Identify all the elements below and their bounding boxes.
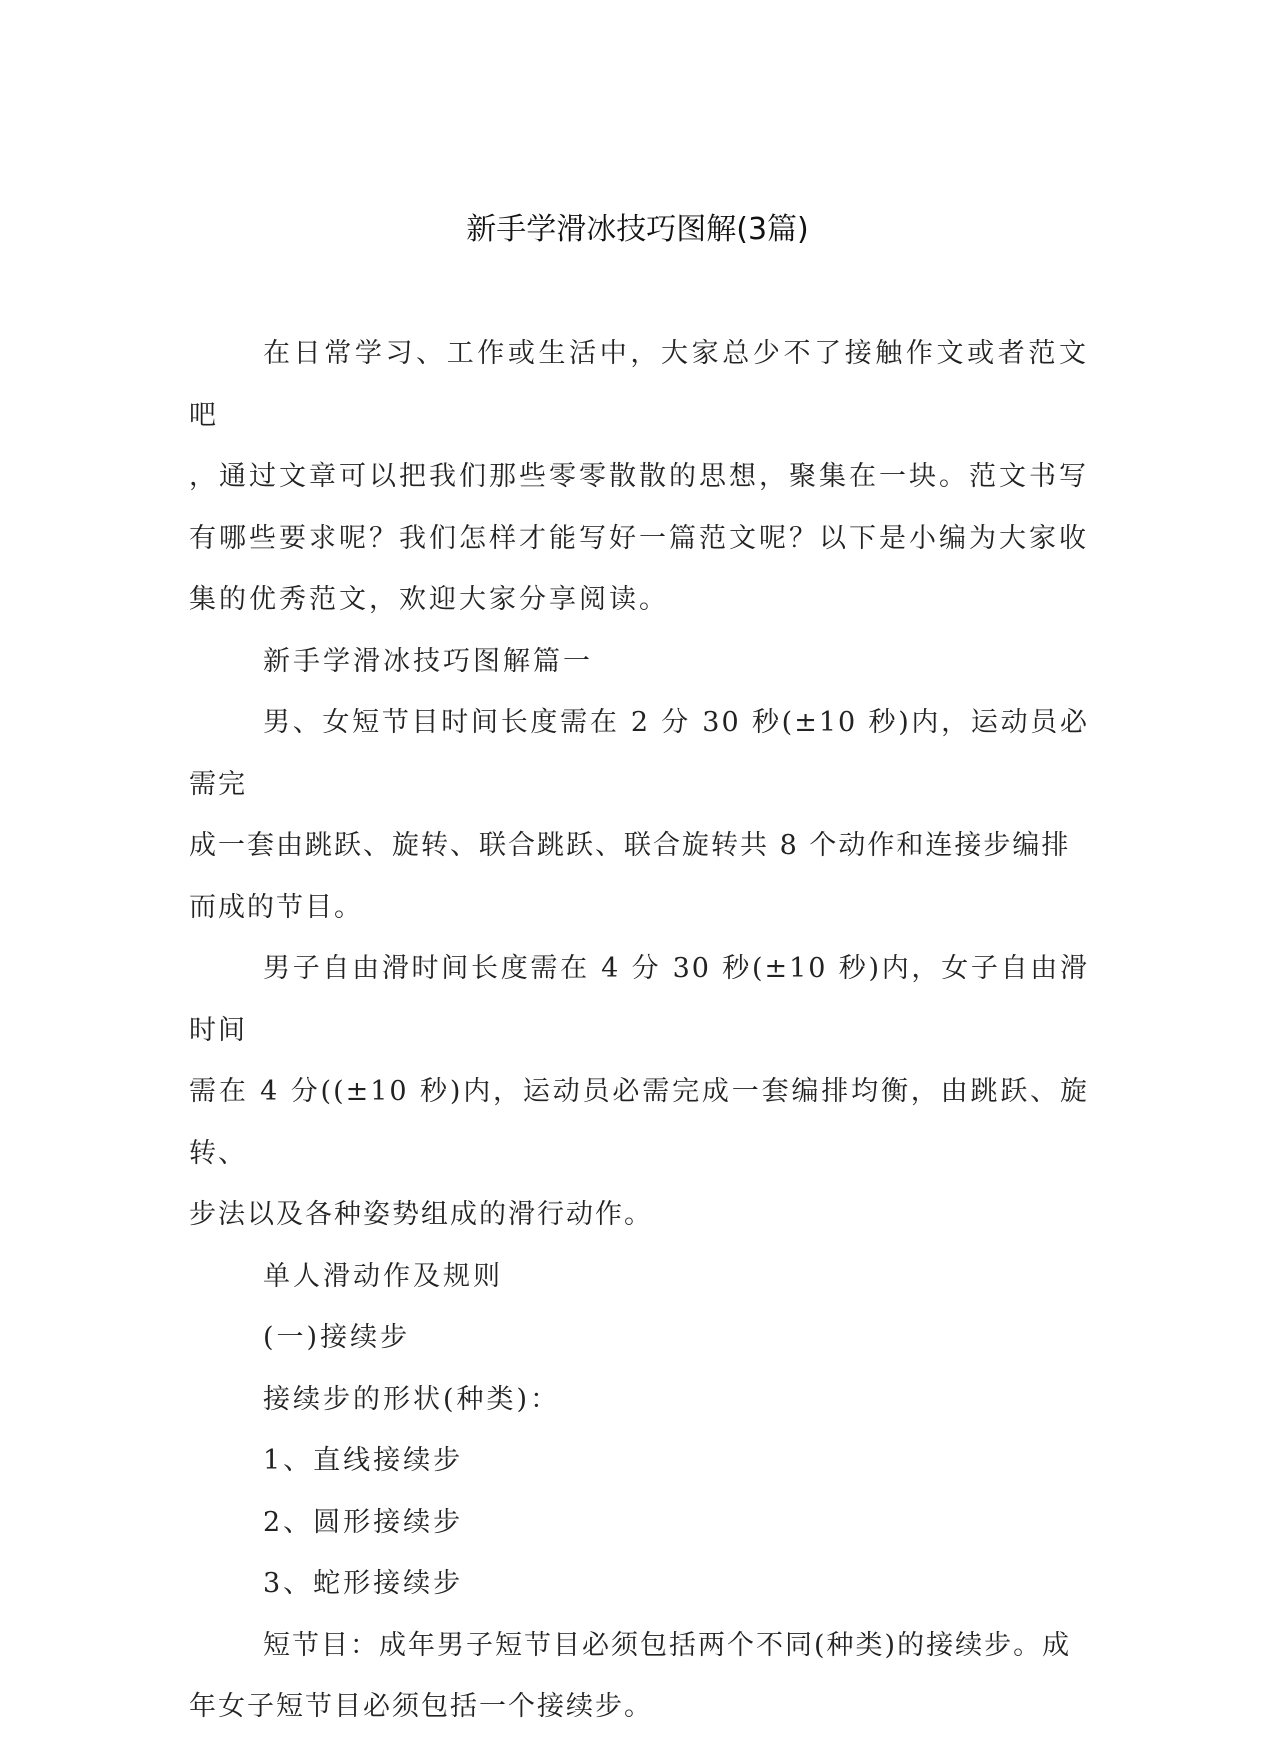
intro-paragraph — [189, 323, 1089, 631]
text-line: 集的优秀范文，欢迎大家分享阅读。 — [189, 584, 669, 615]
text-line: 3、蛇形接续步 — [263, 1568, 464, 1599]
section-heading — [189, 631, 1089, 693]
document-title: 新手学滑冰技巧图解(3篇) — [466, 212, 809, 247]
text-line: 成一套由跳跃、旋转、联合跳跃、联合旋转共 8 个动作和连接步编排 — [189, 830, 1071, 861]
subheading — [189, 1307, 1089, 1369]
text-line: ，通过文章可以把我们那些零零散散的思想，聚集在一块。范文书写 — [189, 461, 1089, 492]
text-line: 需在 4 分((±10 秒)内，运动员必需完成一套编排均衡，由跳跃、旋转、 — [189, 1076, 1089, 1169]
text-line: 接续步的形状(种类)： — [263, 1383, 561, 1415]
text-line: 新手学滑冰技巧图解篇一 — [263, 645, 593, 677]
text-line: 男子自由滑时间长度需在 4 分 30 秒(±10 秒)内，女子自由滑时间 — [189, 953, 1089, 1046]
text-line: 短节目：成年男子短节目必须包括两个不同(种类)的接续步。成 — [263, 1629, 1072, 1661]
text-line: 2、圆形接续步 — [263, 1506, 464, 1538]
body-paragraph — [189, 938, 1089, 1246]
list-item — [189, 1492, 1089, 1554]
text-line: 男、女短节目时间长度需在 2 分 30 秒(±10 秒)内，运动员必需完 — [189, 707, 1089, 800]
text-line: 在日常学习、工作或生活中，大家总少不了接触作文或者范文吧 — [189, 338, 1089, 431]
body-paragraph — [189, 1615, 1089, 1738]
body-paragraph — [189, 692, 1089, 938]
subheading — [189, 1246, 1089, 1308]
list-item — [189, 1430, 1089, 1492]
text-line: 步法以及各种姿势组成的滑行动作。 — [189, 1199, 653, 1230]
document-body — [189, 323, 1089, 1738]
text-line: 而成的节目。 — [189, 891, 363, 923]
text-line: 单人滑动作及规则 — [263, 1260, 503, 1292]
text-line: 年女子短节目必须包括一个接续步。 — [189, 1691, 653, 1722]
text-line: 1、直线接续步 — [263, 1445, 464, 1476]
text-line: 有哪些要求呢？我们怎样才能写好一篇范文呢？以下是小编为大家收 — [189, 522, 1089, 554]
list-item — [189, 1553, 1089, 1615]
subheading — [189, 1369, 1089, 1431]
text-line: (一)接续步 — [263, 1322, 411, 1353]
